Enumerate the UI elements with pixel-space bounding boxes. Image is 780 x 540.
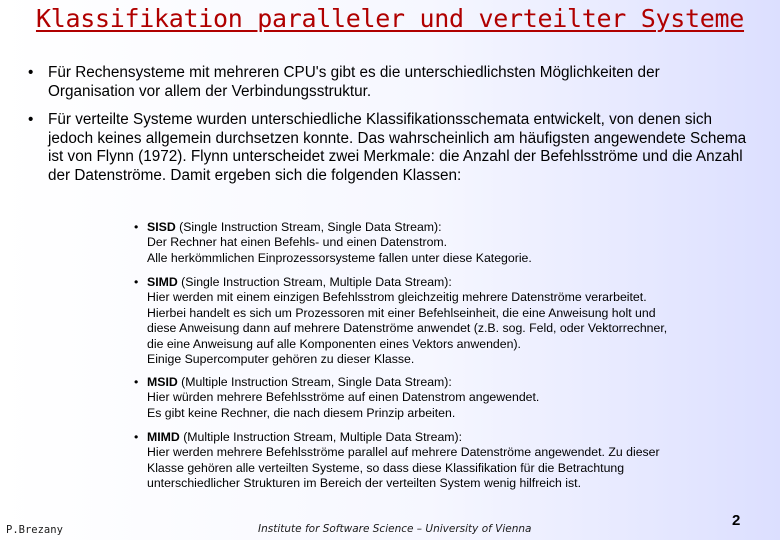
bullet-marker: • xyxy=(28,111,34,128)
class-item-sisd xyxy=(134,220,734,266)
bullet-item xyxy=(28,64,748,101)
class-desc-line: Hier werden mit einem einzigen Befehlsstrom gleichzeitig mehrere Datenströme verarbeitet. xyxy=(147,290,647,305)
sub-bullet-marker: • xyxy=(134,375,139,389)
class-desc-line: Einige Supercomputer gehören zu dieser Klasse. xyxy=(147,352,415,367)
class-desc-line: Klasse gehören alle verteilten Systeme, so dass diese Klassifikation für die Betrachtung xyxy=(147,460,625,475)
class-desc-line: Der Rechner hat einen Befehls- und einen Datenstrom. xyxy=(147,235,448,250)
class-name: SIMD xyxy=(147,275,178,289)
class-full-name: (Multiple Instruction Stream, Single Data Stream): xyxy=(177,375,452,389)
class-name: SISD xyxy=(147,220,176,234)
class-item-msid xyxy=(134,375,734,421)
footer-author: P.Brezany xyxy=(6,524,63,536)
bullet-text: Für verteilte Systeme wurden unterschiedliche Klassifikationsschemata entwickelt, von denen sich jedoch keines allgemein durchsetzen konnte. Das wahrscheinlich am häufigsten angewendete Schema ist von Flynn (1972). Flynn unterscheidet zwei Merkmale: die Anzahl der Befehlsströme und die Anzahl der Datenströme. Damit ergeben sich die folgenden Klassen: xyxy=(48,111,747,184)
class-name: MSID xyxy=(147,375,178,389)
class-name: MIMD xyxy=(147,430,180,444)
bullet-list xyxy=(28,64,748,195)
class-desc-line: Hierbei handelt es sich um Prozessoren mit einer Befehlseinheit, die eine Anweisung holt und xyxy=(147,305,656,320)
class-desc-line: unterschiedlicher Strukturen im Bereich der verteilten System wenig hilfreich ist. xyxy=(147,476,581,491)
class-desc-line: Es gibt keine Rechner, die nach diesem Prinzip arbeiten. xyxy=(147,405,456,420)
class-desc-line: Alle herkömmlichen Einprozessorsysteme fallen unter diese Kategorie. xyxy=(147,250,532,265)
class-desc-line: diese Anweisung dann auf mehrere Datenströme anwendet (z.B. sog. Feld, oder Vektorrechner, xyxy=(147,321,668,336)
footer-institute: Institute for Software Science – University of Vienna xyxy=(258,523,532,535)
page-number: 2 xyxy=(732,512,741,529)
slide-title: Klassifikation paralleler und verteilter Systeme xyxy=(35,4,745,33)
bullet-text: Für Rechensysteme mit mehreren CPU's gibt es die unterschiedlichsten Möglichkeiten der Organisation vor allem der Verbindungsstruktur. xyxy=(48,64,660,100)
class-item-simd xyxy=(134,275,734,367)
sub-bullet-marker: • xyxy=(134,275,139,289)
class-full-name: (Single Instruction Stream, Single Data Stream): xyxy=(175,220,442,234)
class-full-name: (Single Instruction Stream, Multiple Data Stream): xyxy=(177,275,452,289)
bullet-item xyxy=(28,111,748,185)
sub-bullet-marker: • xyxy=(134,430,139,444)
class-desc-line: Hier würden mehrere Befehlsströme auf einen Datenstrom angewendet. xyxy=(147,390,540,405)
class-desc-line: die eine Anweisung auf alle Komponenten eines Vektors anwenden). xyxy=(147,336,521,351)
class-item-mimd xyxy=(134,430,734,492)
class-desc-line: Hier werden mehrere Befehlsströme parallel auf mehrere Datenströme angewendet. Zu dieser xyxy=(147,445,660,460)
bullet-marker: • xyxy=(28,64,34,81)
sub-bullet-marker: • xyxy=(134,220,139,234)
class-full-name: (Multiple Instruction Stream, Multiple Data Stream): xyxy=(179,430,463,444)
